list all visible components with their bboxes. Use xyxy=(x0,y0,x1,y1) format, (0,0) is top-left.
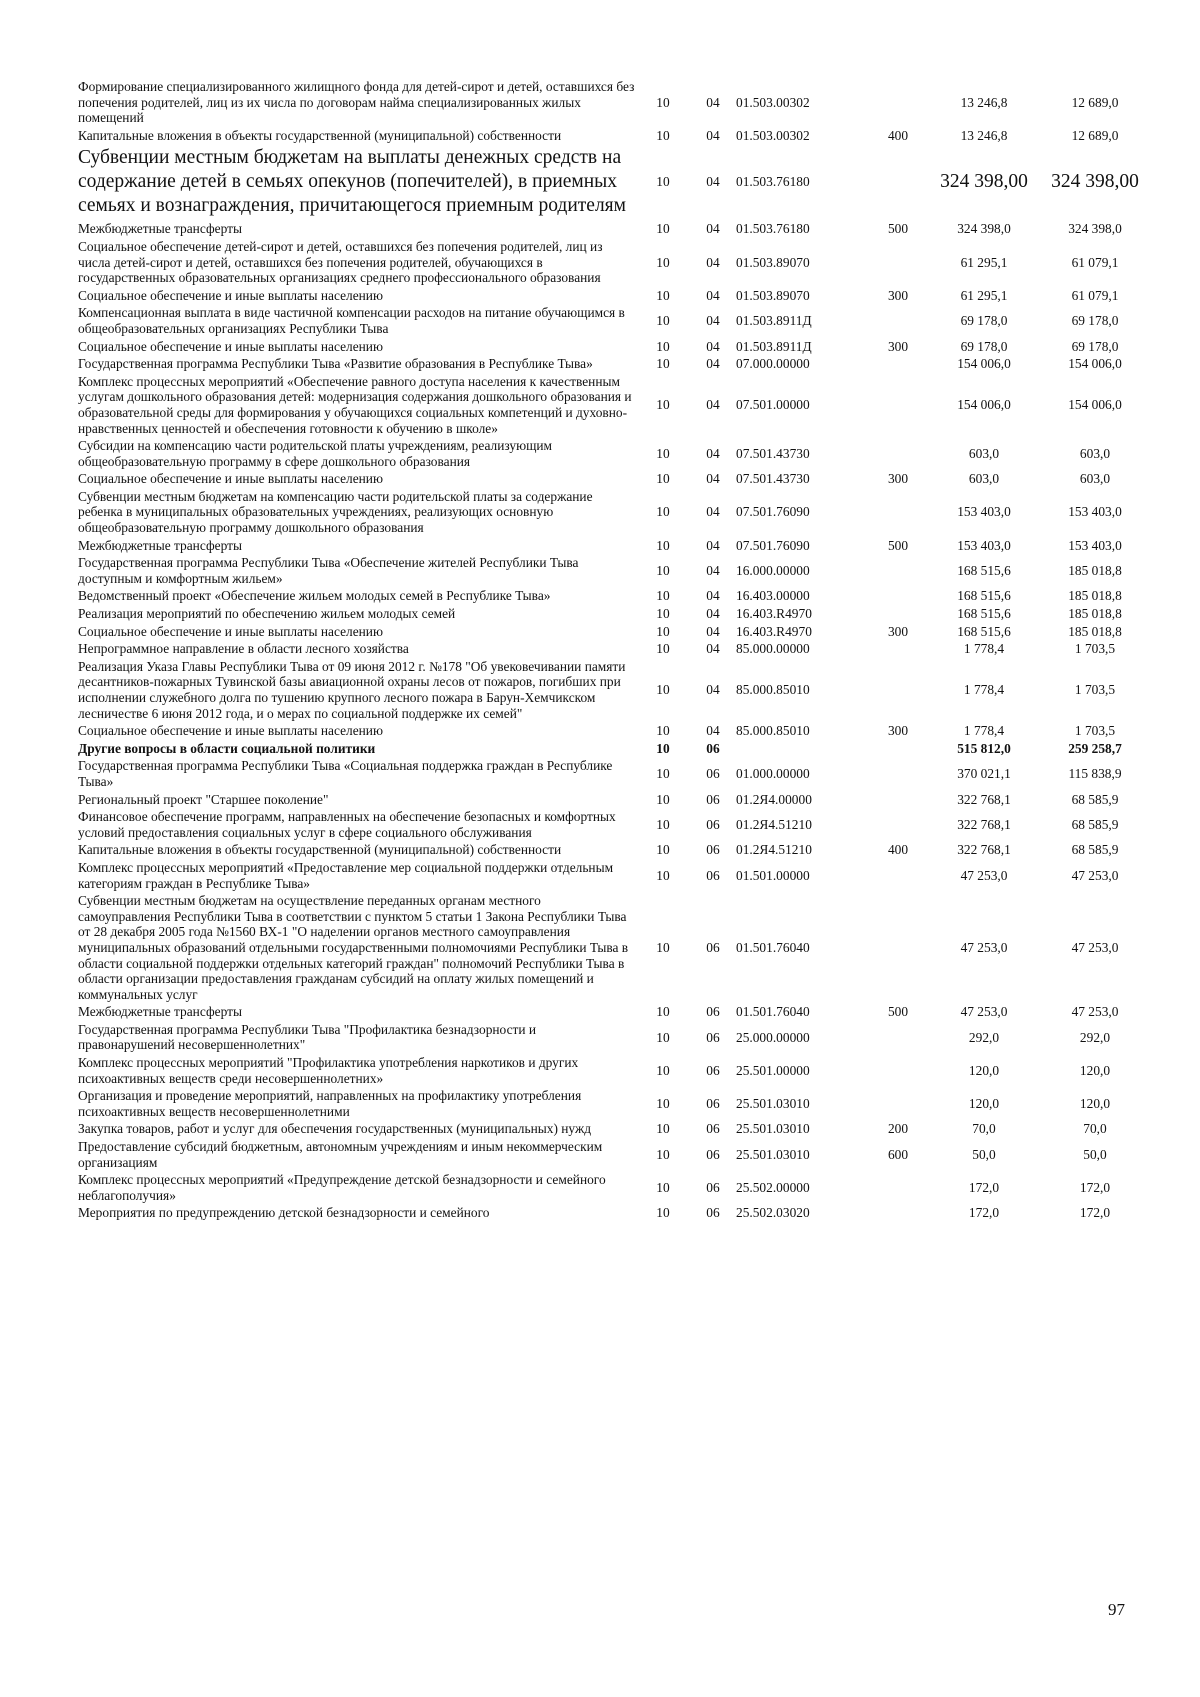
subsection-code: 06 xyxy=(706,791,720,807)
section-code: 10 xyxy=(656,254,670,270)
section-code: 10 xyxy=(656,1062,670,1078)
amount-year-1: 168 515,6 xyxy=(957,623,1011,639)
amount-year-2: 69 178,0 xyxy=(1071,313,1119,329)
amount-year-2: 603,0 xyxy=(1079,445,1111,461)
subsection-code: 04 xyxy=(706,641,720,657)
subsection-code: 04 xyxy=(706,504,720,520)
amount-year-1: 603,0 xyxy=(968,445,1000,461)
amount-year-2: 120,0 xyxy=(1079,1062,1111,1078)
target-article-code: 01.501.00000 xyxy=(736,867,810,883)
amount-year-1: 70,0 xyxy=(972,1121,996,1137)
amount-year-2: 1 703,5 xyxy=(1074,682,1116,698)
table-row xyxy=(78,791,1150,809)
table-row xyxy=(78,304,1150,337)
amount-year-1: 322 768,1 xyxy=(957,791,1011,807)
expense-type-code xyxy=(868,144,928,220)
budget-item-name: Другие вопросы в области социальной политики xyxy=(78,740,376,756)
target-article-code: 07.501.43730 xyxy=(736,445,810,461)
target-article-code: 85.000.85010 xyxy=(736,723,810,739)
target-article-code: 01.2Я4.51210 xyxy=(736,816,812,832)
amount-year-1: 172,0 xyxy=(968,1180,1000,1196)
section-code: 10 xyxy=(656,606,670,622)
subsection-code: 04 xyxy=(706,445,720,461)
table-row xyxy=(78,355,1150,373)
amount-year-2: 61 079,1 xyxy=(1071,287,1119,303)
expense-type-code xyxy=(868,859,928,892)
amount-year-2: 185 018,8 xyxy=(1068,606,1122,622)
expense-type-code xyxy=(868,658,928,722)
subsection-code: 06 xyxy=(706,1004,720,1020)
expense-type-code xyxy=(868,640,928,658)
budget-item-name: Комплекс процессных мероприятий «Предупреждение детской безнадзорности и семейного неблагополучия» xyxy=(78,1172,606,1203)
budget-item-name: Социальное обеспечение и иные выплаты населению xyxy=(78,623,383,639)
subsection-code: 06 xyxy=(706,1180,720,1196)
section-code: 10 xyxy=(656,356,670,372)
target-article-code: 01.501.76040 xyxy=(736,939,810,955)
expense-type-code xyxy=(868,437,928,470)
target-article-code: 07.501.43730 xyxy=(736,471,810,487)
subsection-code: 04 xyxy=(706,723,720,739)
target-article-code: 07.501.00000 xyxy=(736,397,810,413)
amount-year-2: 603,0 xyxy=(1079,471,1111,487)
target-article-code: 25.501.00000 xyxy=(736,1062,810,1078)
target-article-code: 01.2Я4.00000 xyxy=(736,791,812,807)
budget-item-name: Формирование специализированного жилищного фонда для детей-сирот и детей, оставшихся без попечения родителей, лиц из их числа по договорам найма специализированных жилых помещений xyxy=(78,79,635,126)
table-row xyxy=(78,1021,1150,1054)
amount-year-2: 172,0 xyxy=(1079,1180,1111,1196)
amount-year-1: 69 178,0 xyxy=(960,313,1008,329)
amount-year-2: 324 398,00 xyxy=(1051,171,1139,193)
section-code: 10 xyxy=(656,174,670,190)
budget-item-name: Предоставление субсидий бюджетным, автономным учреждениям и иным некоммерческим организациям xyxy=(78,1139,603,1170)
expense-type-code: 300 xyxy=(887,471,909,487)
table-row xyxy=(78,220,1150,238)
amount-year-2: 324 398,0 xyxy=(1068,221,1122,237)
table-row xyxy=(78,1204,1150,1222)
amount-year-1: 47 253,0 xyxy=(960,867,1008,883)
subsection-code: 04 xyxy=(706,94,720,110)
budget-item-name: Межбюджетные трансферты xyxy=(78,537,242,553)
budget-item-name: Ведомственный проект «Обеспечение жильем молодых семей в Республике Тыва» xyxy=(78,588,551,604)
table-row xyxy=(78,623,1150,641)
subsection-code: 04 xyxy=(706,174,720,190)
table-row xyxy=(78,338,1150,356)
budget-item-name: Межбюджетные трансферты xyxy=(78,1004,242,1020)
target-article-code: 25.000.00000 xyxy=(736,1029,810,1045)
section-code: 10 xyxy=(656,471,670,487)
budget-item-name: Непрограммное направление в области лесного хозяйства xyxy=(78,641,409,657)
target-article-code: 85.000.85010 xyxy=(736,682,810,698)
table-row xyxy=(78,238,1150,287)
subsection-code: 04 xyxy=(706,537,720,553)
table-row xyxy=(78,605,1150,623)
target-article-code: 01.503.00302 xyxy=(736,94,810,110)
amount-year-1: 168 515,6 xyxy=(957,588,1011,604)
expense-type-code xyxy=(868,740,928,758)
subsection-code: 06 xyxy=(706,740,720,756)
target-article-code: 01.501.76040 xyxy=(736,1004,810,1020)
amount-year-1: 61 295,1 xyxy=(960,287,1008,303)
amount-year-2: 259 258,7 xyxy=(1068,740,1122,756)
target-article-code: 25.501.03010 xyxy=(736,1096,810,1112)
section-code: 10 xyxy=(656,1096,670,1112)
target-article-code: 25.502.03020 xyxy=(736,1205,810,1221)
table-row xyxy=(78,640,1150,658)
section-code: 10 xyxy=(656,313,670,329)
section-code: 10 xyxy=(656,641,670,657)
budget-item-name: Субвенции местным бюджетам на компенсацию части родительской платы за содержание ребенка в муниципальных образовательных учреждениях, реализующих основную общеобразовательную программу дошкольного образования xyxy=(78,488,593,536)
table-row xyxy=(78,287,1150,305)
subsection-code: 06 xyxy=(706,1062,720,1078)
table-row xyxy=(78,488,1150,537)
amount-year-1: 120,0 xyxy=(968,1096,1000,1112)
expense-type-code xyxy=(868,587,928,605)
amount-year-2: 68 585,9 xyxy=(1071,791,1119,807)
amount-year-1: 322 768,1 xyxy=(957,842,1011,858)
budget-item-name: Социальное обеспечение и иные выплаты населению xyxy=(78,723,383,739)
amount-year-2: 185 018,8 xyxy=(1068,623,1122,639)
table-row xyxy=(78,1120,1150,1138)
subsection-code: 06 xyxy=(706,1029,720,1045)
section-code: 10 xyxy=(656,842,670,858)
target-article-code: 25.502.00000 xyxy=(736,1180,810,1196)
amount-year-1: 1 778,4 xyxy=(963,682,1005,698)
subsection-code: 04 xyxy=(706,338,720,354)
expense-type-code: 300 xyxy=(887,287,909,303)
amount-year-1: 324 398,00 xyxy=(940,171,1028,193)
page-number: 97 xyxy=(1108,1600,1125,1619)
subsection-code: 06 xyxy=(706,842,720,858)
section-code: 10 xyxy=(656,816,670,832)
amount-year-2: 292,0 xyxy=(1079,1029,1111,1045)
budget-item-name: Государственная программа Республики Тыва «Обеспечение жителей Республики Тыва доступным и комфортным жильем» xyxy=(78,555,579,586)
amount-year-1: 515 812,0 xyxy=(957,740,1011,756)
amount-year-2: 172,0 xyxy=(1079,1205,1111,1221)
table-row xyxy=(78,537,1150,555)
section-code: 10 xyxy=(656,537,670,553)
amount-year-1: 168 515,6 xyxy=(957,606,1011,622)
subsection-code: 04 xyxy=(706,313,720,329)
table-row xyxy=(78,1087,1150,1120)
section-code: 10 xyxy=(656,221,670,237)
expense-type-code: 300 xyxy=(887,623,909,639)
table-row xyxy=(78,1171,1150,1204)
amount-year-2: 1 703,5 xyxy=(1074,641,1116,657)
expense-type-code xyxy=(868,1204,928,1222)
amount-year-1: 322 768,1 xyxy=(957,816,1011,832)
expense-type-code: 500 xyxy=(887,537,909,553)
target-article-code: 07.501.76090 xyxy=(736,537,810,553)
amount-year-2: 47 253,0 xyxy=(1071,939,1119,955)
target-article-code: 16.403.00000 xyxy=(736,588,810,604)
target-article-code xyxy=(736,740,868,758)
target-article-code: 01.000.00000 xyxy=(736,766,810,782)
amount-year-1: 168 515,6 xyxy=(957,563,1011,579)
amount-year-2: 50,0 xyxy=(1083,1146,1107,1162)
expense-type-code xyxy=(868,808,928,841)
table-row xyxy=(78,859,1150,892)
table-row xyxy=(78,127,1150,145)
expense-type-code xyxy=(868,892,928,1003)
target-article-code: 01.503.89070 xyxy=(736,287,810,303)
budget-item-name: Финансовое обеспечение программ, направленных на обеспечение безопасных и комфортных условий предоставления социальных услуг в сфере социального обслуживания xyxy=(78,809,616,840)
amount-year-1: 370 021,1 xyxy=(957,766,1011,782)
amount-year-1: 292,0 xyxy=(968,1029,1000,1045)
table-row xyxy=(78,78,1150,127)
expense-type-code xyxy=(868,791,928,809)
section-code: 10 xyxy=(656,1146,670,1162)
budget-item-name: Субвенции местным бюджетам на осуществление переданных органам местного самоуправления Республики Тыва в соответствии с пунктом 5 статьи 1 Закона Республики Тыва от 28 декабря 2005 года №1560 ВХ-1 "О наделении органов местного самоуправления муниципальных образований отдельными государственными полномочиями Республики Тыва в области социальной поддержки отдельных категорий граждан" полномочий Республики Тыва в области организации предоставления гражданам субсидий на оплату жилых помещений и коммунальных услуг xyxy=(78,893,629,1002)
budget-item-name: Социальное обеспечение и иные выплаты населению xyxy=(78,338,383,354)
expense-type-code xyxy=(868,78,928,127)
section-code: 10 xyxy=(656,1180,670,1196)
section-code: 10 xyxy=(656,445,670,461)
subsection-code: 04 xyxy=(706,623,720,639)
amount-year-2: 68 585,9 xyxy=(1071,842,1119,858)
target-article-code: 25.501.03010 xyxy=(736,1146,810,1162)
amount-year-1: 120,0 xyxy=(968,1062,1000,1078)
table-row xyxy=(78,373,1150,437)
amount-year-1: 153 403,0 xyxy=(957,504,1011,520)
target-article-code: 01.503.89070 xyxy=(736,254,810,270)
expense-type-code: 400 xyxy=(887,842,909,858)
target-article-code: 01.503.00302 xyxy=(736,127,810,143)
expense-type-code xyxy=(868,1054,928,1087)
table-row xyxy=(78,841,1150,859)
budget-item-name: Комплекс процессных мероприятий «Предоставление мер социальной поддержки отдельным категориям граждан в Республике Тыва» xyxy=(78,859,614,891)
subsection-code: 04 xyxy=(706,682,720,698)
budget-item-name: Закупка товаров, работ и услуг для обеспечения государственных (муниципальных) нужд xyxy=(78,1121,592,1137)
budget-table-body xyxy=(78,78,1150,1222)
budget-item-name: Государственная программа Республики Тыва «Развитие образования в Республике Тыва» xyxy=(78,356,593,372)
amount-year-2: 185 018,8 xyxy=(1068,588,1122,604)
section-code: 10 xyxy=(656,623,670,639)
budget-item-name: Капитальные вложения в объекты государственной (муниципальной) собственности xyxy=(78,127,562,143)
budget-table xyxy=(78,78,1150,1222)
section-code: 10 xyxy=(656,791,670,807)
expense-type-code xyxy=(868,373,928,437)
budget-item-name: Государственная программа Республики Тыва «Социальная поддержка граждан в Республике Тыва» xyxy=(78,758,613,789)
amount-year-1: 13 246,8 xyxy=(960,94,1008,110)
amount-year-2: 47 253,0 xyxy=(1071,1004,1119,1020)
budget-item-name: Социальное обеспечение и иные выплаты населению xyxy=(78,471,383,487)
expense-type-code xyxy=(868,488,928,537)
amount-year-2: 12 689,0 xyxy=(1071,127,1119,143)
amount-year-1: 153 403,0 xyxy=(957,537,1011,553)
amount-year-2: 47 253,0 xyxy=(1071,867,1119,883)
expense-type-code: 600 xyxy=(887,1146,909,1162)
amount-year-2: 1 703,5 xyxy=(1074,723,1116,739)
subsection-code: 04 xyxy=(706,127,720,143)
amount-year-2: 153 403,0 xyxy=(1068,537,1122,553)
subsection-code: 06 xyxy=(706,1146,720,1162)
subsection-code: 06 xyxy=(706,816,720,832)
budget-item-name: Межбюджетные трансферты xyxy=(78,221,242,237)
target-article-code: 16.403.R4970 xyxy=(736,623,812,639)
budget-item-name: Региональный проект "Старшее поколение" xyxy=(78,791,329,807)
amount-year-1: 50,0 xyxy=(972,1146,996,1162)
subsection-code: 06 xyxy=(706,1205,720,1221)
amount-year-2: 68 585,9 xyxy=(1071,816,1119,832)
amount-year-1: 61 295,1 xyxy=(960,254,1008,270)
target-article-code: 07.000.00000 xyxy=(736,356,810,372)
subsection-code: 04 xyxy=(706,606,720,622)
amount-year-1: 603,0 xyxy=(968,471,1000,487)
subsection-code: 06 xyxy=(706,766,720,782)
budget-item-name: Комплекс процессных мероприятий «Обеспечение равного доступа населения к качественным услугам дошкольного образования детей: модернизация содержания дошкольного образования и образовательной среды для формирования у обучающихся социальных компетенций и духовно-нравственных ценностей и обеспечения готовности к обучению в школе» xyxy=(78,373,632,436)
amount-year-2: 154 006,0 xyxy=(1068,356,1122,372)
target-article-code: 16.000.00000 xyxy=(736,563,810,579)
section-code: 10 xyxy=(656,127,670,143)
amount-year-2: 153 403,0 xyxy=(1068,504,1122,520)
section-code: 10 xyxy=(656,563,670,579)
budget-item-name: Мероприятия по предупреждению детской безнадзорности и семейного xyxy=(78,1205,490,1221)
table-row xyxy=(78,740,1150,758)
section-code: 10 xyxy=(656,939,670,955)
expense-type-code xyxy=(868,304,928,337)
table-row xyxy=(78,722,1150,740)
amount-year-2: 69 178,0 xyxy=(1071,338,1119,354)
expense-type-code xyxy=(868,1021,928,1054)
section-code: 10 xyxy=(656,1029,670,1045)
amount-year-1: 47 253,0 xyxy=(960,1004,1008,1020)
table-row xyxy=(78,1138,1150,1171)
amount-year-1: 324 398,0 xyxy=(957,221,1011,237)
section-code: 10 xyxy=(656,682,670,698)
subsection-code: 04 xyxy=(706,287,720,303)
budget-item-name: Организация и проведение мероприятий, направленных на профилактику употребления психоактивных веществ несовершеннолетними xyxy=(78,1088,582,1119)
table-row xyxy=(78,892,1150,1003)
subsection-code: 04 xyxy=(706,471,720,487)
table-row xyxy=(78,658,1150,722)
section-code: 10 xyxy=(656,740,670,756)
target-article-code: 07.501.76090 xyxy=(736,504,810,520)
subsection-code: 04 xyxy=(706,254,720,270)
subsection-code: 04 xyxy=(706,588,720,604)
expense-type-code xyxy=(868,554,928,587)
table-row xyxy=(78,1003,1150,1021)
amount-year-2: 115 838,9 xyxy=(1068,766,1122,782)
expense-type-code xyxy=(868,238,928,287)
table-row xyxy=(78,1054,1150,1087)
amount-year-1: 47 253,0 xyxy=(960,939,1008,955)
expense-type-code: 300 xyxy=(887,723,909,739)
budget-item-name: Субвенции местным бюджетам на выплаты денежных средств на содержание детей в семьях опекунов (попечителей), в приемных семьях и вознаграждения, причитающегося приемным родителям xyxy=(78,147,626,217)
subsection-code: 04 xyxy=(706,356,720,372)
target-article-code: 01.503.8911Д xyxy=(736,338,812,354)
subsection-code: 04 xyxy=(706,397,720,413)
subsection-code: 06 xyxy=(706,1096,720,1112)
amount-year-1: 154 006,0 xyxy=(957,356,1011,372)
subsection-code: 04 xyxy=(706,563,720,579)
budget-item-name: Социальное обеспечение детей-сирот и детей, оставшихся без попечения родителей, лиц из числа детей-сирот и детей, оставшихся без попечения родителей, обучающихся в государственных образовательных организациях среднего профессионального образования xyxy=(78,238,603,286)
section-code: 10 xyxy=(656,1205,670,1221)
amount-year-2: 120,0 xyxy=(1079,1096,1111,1112)
table-row xyxy=(78,808,1150,841)
expense-type-code: 300 xyxy=(887,338,909,354)
subsection-code: 06 xyxy=(706,1121,720,1137)
table-row xyxy=(78,470,1150,488)
table-row xyxy=(78,437,1150,470)
budget-item-name: Капитальные вложения в объекты государственной (муниципальной) собственности xyxy=(78,842,562,858)
section-code: 10 xyxy=(656,766,670,782)
expense-type-code: 500 xyxy=(887,221,909,237)
section-code: 10 xyxy=(656,338,670,354)
budget-item-name: Государственная программа Республики Тыва "Профилактика безнадзорности и правонарушений несовершеннолетних" xyxy=(78,1021,537,1053)
budget-item-name: Реализация Указа Главы Республики Тыва от 09 июня 2012 г. №178 "Об увековечивании памяти десантников-пожарных Тувинской базы авиационной охраны лесов от пожаров, погибших при исполнении служебного долга по тушению крупного лесного пожара в Барун-Хемчикском лесничестве 6 июня 2012 года, и о мерах по социальной поддержке их семей" xyxy=(78,658,626,721)
subsection-code: 06 xyxy=(706,867,720,883)
subsection-code: 06 xyxy=(706,939,720,955)
target-article-code: 85.000.00000 xyxy=(736,641,810,657)
budget-item-name: Субсидии на компенсацию части родительской платы учреждениям, реализующим общеобразовательную программу в сфере дошкольного образования xyxy=(78,438,553,469)
target-article-code: 01.503.76180 xyxy=(736,221,810,237)
table-row xyxy=(78,554,1150,587)
section-code: 10 xyxy=(656,723,670,739)
target-article-code: 16.403.R4970 xyxy=(736,606,812,622)
amount-year-1: 172,0 xyxy=(968,1205,1000,1221)
amount-year-2: 61 079,1 xyxy=(1071,254,1119,270)
budget-item-name: Социальное обеспечение и иные выплаты населению xyxy=(78,287,383,303)
amount-year-2: 70,0 xyxy=(1083,1121,1107,1137)
target-article-code: 01.503.8911Д xyxy=(736,313,812,329)
amount-year-1: 1 778,4 xyxy=(963,641,1005,657)
section-code: 10 xyxy=(656,1004,670,1020)
expense-type-code xyxy=(868,757,928,790)
section-code: 10 xyxy=(656,397,670,413)
section-code: 10 xyxy=(656,867,670,883)
expense-type-code xyxy=(868,1087,928,1120)
expense-type-code: 200 xyxy=(887,1121,909,1137)
expense-type-code: 500 xyxy=(887,1004,909,1020)
amount-year-2: 154 006,0 xyxy=(1068,397,1122,413)
budget-item-name: Компенсационная выплата в виде частичной компенсации расходов на питание обучающимся в общеобразовательных организациях Республики Тыва xyxy=(78,305,625,336)
amount-year-1: 13 246,8 xyxy=(960,127,1008,143)
target-article-code: 01.2Я4.51210 xyxy=(736,842,812,858)
amount-year-1: 1 778,4 xyxy=(963,723,1005,739)
amount-year-2: 12 689,0 xyxy=(1071,94,1119,110)
expense-type-code: 400 xyxy=(887,127,909,143)
budget-item-name: Реализация мероприятий по обеспечению жильем молодых семей xyxy=(78,606,456,622)
table-row xyxy=(78,757,1150,790)
target-article-code: 01.503.76180 xyxy=(736,174,810,190)
amount-year-1: 154 006,0 xyxy=(957,397,1011,413)
expense-type-code xyxy=(868,1171,928,1204)
section-code: 10 xyxy=(656,287,670,303)
target-article-code: 25.501.03010 xyxy=(736,1121,810,1137)
section-code: 10 xyxy=(656,94,670,110)
section-code: 10 xyxy=(656,1121,670,1137)
table-row xyxy=(78,587,1150,605)
budget-item-name: Комплекс процессных мероприятий "Профилактика употребления наркотиков и других психоактивных веществ среди несовершеннолетних» xyxy=(78,1055,579,1086)
amount-year-1: 69 178,0 xyxy=(960,338,1008,354)
table-row xyxy=(78,144,1150,220)
expense-type-code xyxy=(868,355,928,373)
section-code: 10 xyxy=(656,504,670,520)
section-code: 10 xyxy=(656,588,670,604)
expense-type-code xyxy=(868,605,928,623)
amount-year-2: 185 018,8 xyxy=(1068,563,1122,579)
subsection-code: 04 xyxy=(706,221,720,237)
